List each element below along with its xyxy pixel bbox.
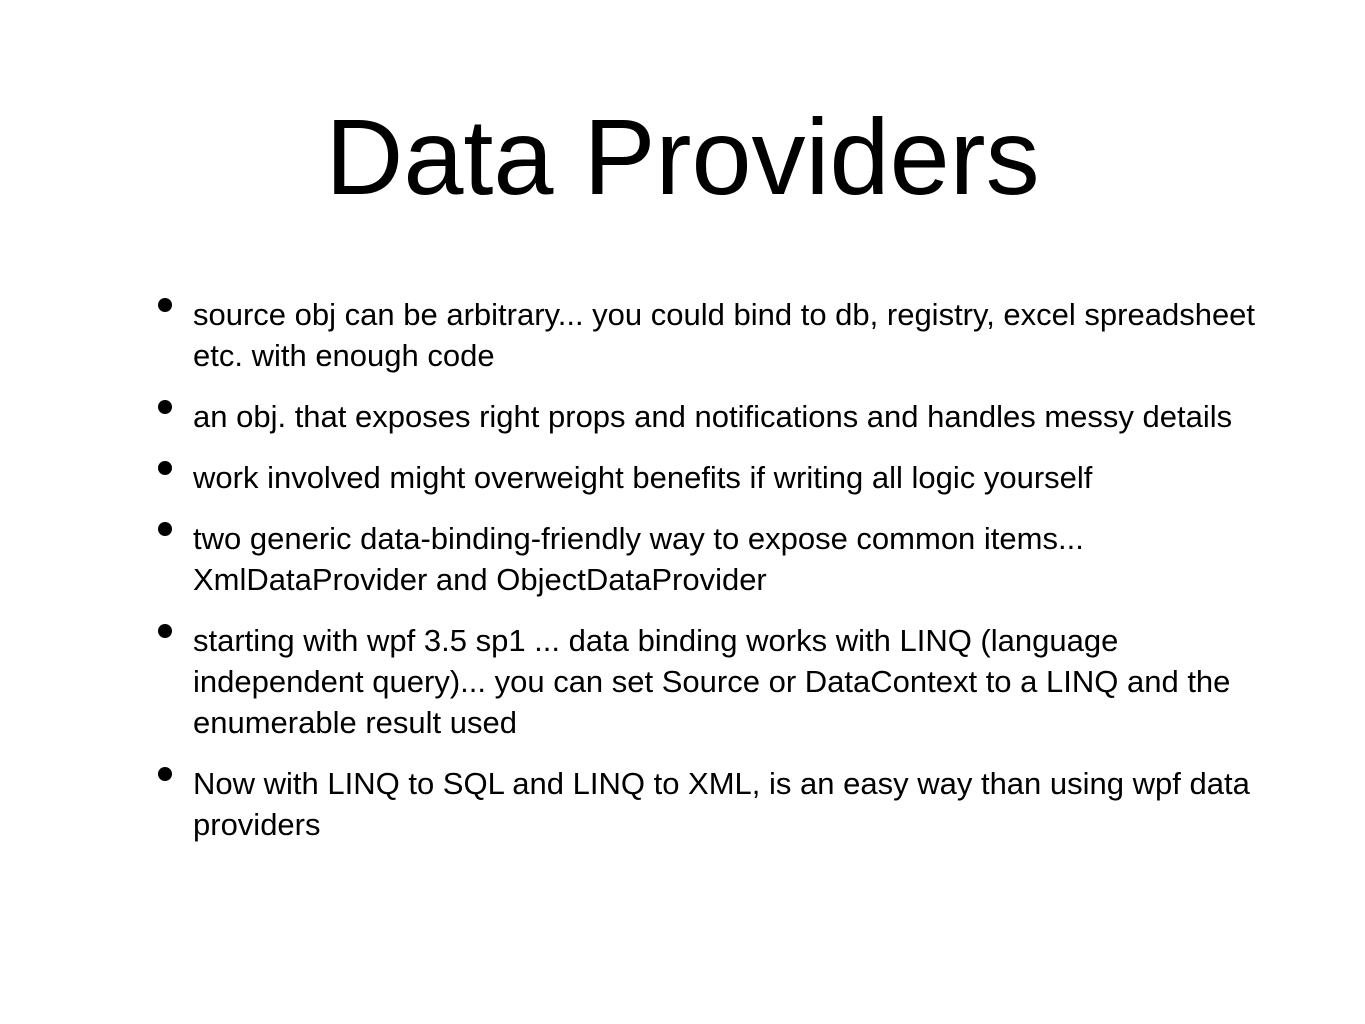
bullet-text: two generic data-binding-friendly way to expose common items... XmlDataProvider and ObjectDataProvider	[193, 521, 1084, 597]
bullet-item	[158, 457, 1278, 498]
bullet-item	[158, 294, 1278, 376]
bullet-item	[158, 620, 1278, 743]
bullet-dot-icon	[158, 522, 172, 536]
bullet-dot-icon	[158, 461, 172, 475]
bullet-dot-icon	[158, 298, 172, 312]
bullet-text: starting with wpf 3.5 sp1 ... data binding works with LINQ (language independent query)... you can set Source or DataContext to a LINQ and the enumerable result used	[193, 623, 1231, 740]
slide-title: Data Providers	[325, 96, 1040, 217]
bullet-list	[158, 294, 1278, 865]
bullet-dot-icon	[158, 767, 172, 781]
bullet-item	[158, 763, 1278, 845]
bullet-text: Now with LINQ to SQL and LINQ to XML, is an easy way than using wpf data providers	[193, 766, 1250, 842]
bullet-text: work involved might overweight benefits if writing all logic yourself	[193, 460, 1093, 495]
bullet-dot-icon	[158, 624, 172, 638]
bullet-item	[158, 518, 1278, 600]
bullet-dot-icon	[158, 400, 172, 414]
bullet-text: source obj can be arbitrary... you could bind to db, registry, excel spreadsheet etc. with enough code	[193, 297, 1256, 373]
bullet-item	[158, 396, 1278, 437]
bullet-text: an obj. that exposes right props and notifications and handles messy details	[193, 399, 1233, 434]
